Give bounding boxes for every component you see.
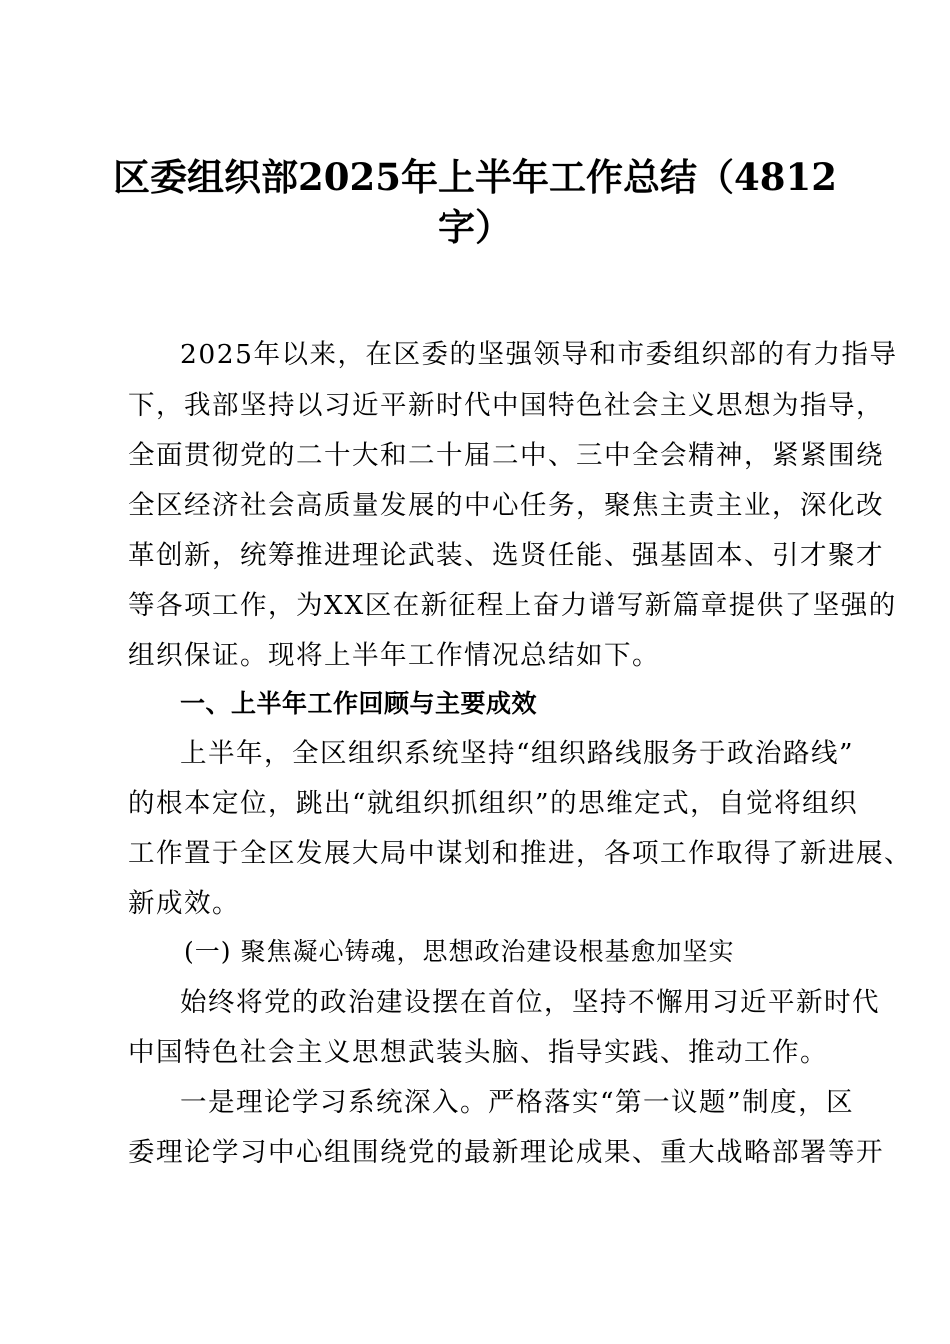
paragraph-2-line: 的根本定位，跳出“就组织抓组织”的思维定式，自觉将组织	[128, 788, 859, 819]
paragraph-3-line: 中国特色社会主义思想武装头脑、指导实践、推动工作。	[128, 1037, 828, 1068]
document-title-line-2: 字）	[438, 205, 512, 249]
paragraph-2-line: 新成效。	[128, 888, 240, 919]
paragraph-1-line: 等各项工作，为XX区在新征程上奋力谱写新篇章提供了坚强的	[128, 590, 897, 621]
section-heading: 一、上半年工作回顾与主要成效	[180, 689, 538, 718]
paragraph-2-line: 上半年，全区组织系统坚持“组织路线服务于政治路线”	[180, 738, 855, 769]
paragraph-1-line: 全区经济社会高质量发展的中心任务，聚焦主责主业，深化改	[128, 490, 884, 521]
paragraph-2-line: 工作置于全区发展大局中谋划和推进，各项工作取得了新进展、	[128, 838, 912, 869]
paragraph-1-line: 2025年以来，在区委的坚强领导和市委组织部的有力指导	[180, 339, 898, 370]
paragraph-3-line: 始终将党的政治建设摆在首位，坚持不懈用习近平新时代	[180, 987, 880, 1018]
subsection-heading: (一) 聚焦凝心铸魂，思想政治建设根基愈加坚实	[184, 937, 735, 966]
paragraph-1-line: 组织保证。现将上半年工作情况总结如下。	[128, 640, 660, 671]
paragraph-4-line: 委理论学习中心组围绕党的最新理论成果、重大战略部署等开	[128, 1137, 884, 1168]
paragraph-1-line: 下，我部坚持以习近平新时代中国特色社会主义思想为指导，	[128, 390, 884, 421]
paragraph-1-line: 全面贯彻党的二十大和二十届二中、三中全会精神，紧紧围绕	[128, 440, 884, 471]
paragraph-4-line: 一是理论学习系统深入。严格落实“第一议题”制度，区	[180, 1087, 855, 1118]
document-title-line-1: 区委组织部2025年上半年工作总结（4812	[113, 155, 837, 199]
paragraph-1-line: 革创新，统筹推进理论武装、选贤任能、强基固本、引才聚才	[128, 540, 884, 571]
